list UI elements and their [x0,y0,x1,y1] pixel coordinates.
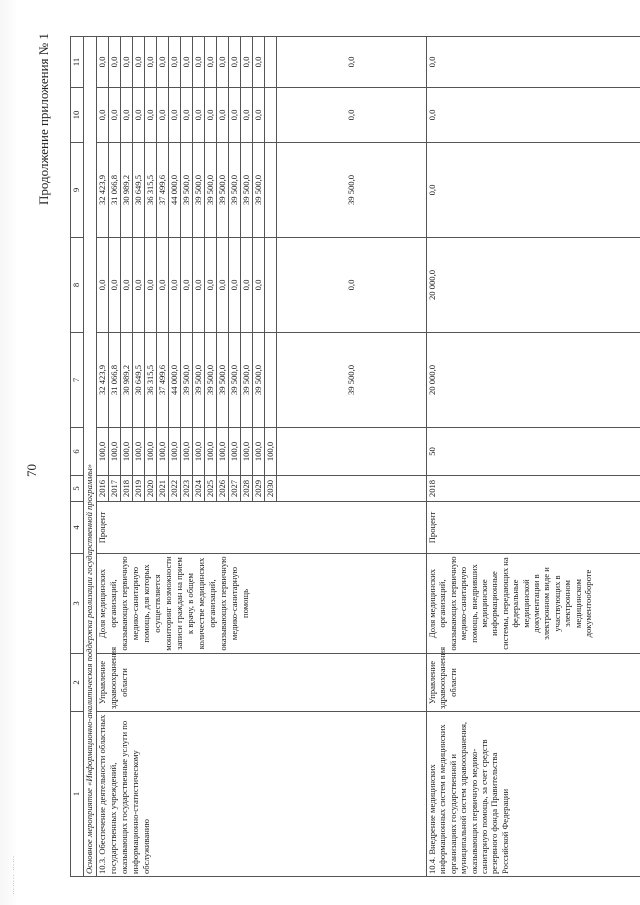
total-cell: 36 315,5 [145,333,157,428]
fed-cell: 20 000,0 [427,238,640,333]
total-cell: 30 989,2 [121,333,133,428]
indicator-value-cell: 100,0 [169,428,181,476]
indicator-value-cell: 100,0 [97,428,109,476]
other-cell: 0,0 [109,37,121,88]
total-cell: 30 649,5 [133,333,145,428]
year-cell: 2016 [97,476,109,502]
other-cell: 0,0 [133,37,145,88]
federal-cell: 0,0 [253,238,265,333]
column-number: 1 [71,712,84,877]
year-cell: 2017 [109,476,121,502]
local-cell: 0,0 [157,88,169,143]
year-cell: 2028 [241,476,253,502]
local-cell: 0,0 [121,88,133,143]
indicator-value-cell: 100,0 [181,428,193,476]
margin-mark: …….. …… [8,854,16,895]
year-cell: 2030 [265,476,277,502]
federal-cell: 0,0 [97,238,109,333]
indicator-value-cell: 100,0 [241,428,253,476]
summary-fed-cell: 0,0 [277,238,427,333]
year-cell: 2019 [133,476,145,502]
continuation-label: Продолжение приложения № 1 [36,33,51,205]
indicator-value-cell: 100,0 [265,428,277,476]
year-cell: 2026 [217,476,229,502]
section-title: Основное мероприятие «Информационно-аналитическая поддержка реализации государственной программы» [84,37,97,877]
other-cell: 0,0 [241,37,253,88]
column-number: 6 [71,428,84,476]
indicator-value-cell: 100,0 [145,428,157,476]
column-number: 11 [71,37,84,88]
local-cell: 0,0 [205,88,217,143]
total-cell: 39 500,0 [205,333,217,428]
reg-cell: 0,0 [427,143,640,238]
program-table [70,36,640,877]
regional-cell: 32 423,9 [97,143,109,238]
other-cell: 0,0 [121,37,133,88]
year-cell: 2018 [121,476,133,502]
year-cell: 2025 [205,476,217,502]
local-cell: 0,0 [145,88,157,143]
year-cell: 2018 [427,476,640,502]
page-number: 70 [24,464,39,477]
indicator-value-cell: 100,0 [205,428,217,476]
total-cell: 31 066,8 [109,333,121,428]
other-cell: 0,0 [229,37,241,88]
indicator-value-cell: 100,0 [109,428,121,476]
year-cell: 2021 [157,476,169,502]
federal-cell: 0,0 [121,238,133,333]
empty-cell [277,428,427,476]
regional-cell: 39 500,0 [229,143,241,238]
total-cell: 44 000,0 [169,333,181,428]
row-10-3 [97,37,427,877]
measure-cell: 10.4. Внедрение медицинских информационных систем в медицинских организациях государственной и муниципальной систем здравоохранения, оказывающих первичную медико-санитарную помощь, за счет средств резервного фонда Правительства Российской Федерации [427,712,640,877]
federal-cell: 0,0 [205,238,217,333]
local-cell [265,88,277,143]
indicator-value-cell: 100,0 [229,428,241,476]
federal-cell: 0,0 [193,238,205,333]
federal-cell: 0,0 [169,238,181,333]
local-cell: 0,0 [109,88,121,143]
regional-cell [265,143,277,238]
other-cell: 0,0 [157,37,169,88]
summary-loc-cell: 0,0 [277,88,427,143]
regional-cell: 39 500,0 [193,143,205,238]
regional-cell: 31 066,8 [109,143,121,238]
column-number: 10 [71,88,84,143]
local-cell: 0,0 [241,88,253,143]
regional-cell: 39 500,0 [217,143,229,238]
year-row [97,37,109,877]
total-cell: 20 000,0 [427,333,640,428]
other-cell [265,37,277,88]
local-cell: 0,0 [133,88,145,143]
local-cell: 0,0 [181,88,193,143]
indicator-value-cell: 100,0 [217,428,229,476]
federal-cell: 0,0 [229,238,241,333]
total-cell: 39 500,0 [181,333,193,428]
indicator-cell: Доля медицинских организаций, оказывающих первичную медико-санитарную помощь, внедривших медицинские информационные системы, передающих на федеральные медицинской документации в электронном виде и участвующих в электронном медицинском документообороте [427,554,640,654]
column-number: 4 [71,502,84,554]
executor-cell: Управление здравоохранения области [97,654,427,712]
column-number: 3 [71,554,84,654]
indicator-value-cell: 100,0 [133,428,145,476]
loc-cell: 0,0 [427,88,640,143]
summary-reg-cell: 39 500,0 [277,143,427,238]
regional-cell: 36 315,5 [145,143,157,238]
federal-cell: 0,0 [145,238,157,333]
year-cell: 2020 [145,476,157,502]
total-cell: 39 500,0 [193,333,205,428]
other-cell: 0,0 [181,37,193,88]
regional-cell: 39 500,0 [205,143,217,238]
total-cell: 39 500,0 [253,333,265,428]
indicator-value-cell: 50 [427,428,640,476]
other-cell: 0,0 [427,37,640,88]
regional-cell: 44 000,0 [169,143,181,238]
indicator-cell: Доля медицинских организаций, оказывающих первичную медико-санитарную помощь, для которых осуществляется мониторинг возможности записи граждан на прием к врачу, в общем количестве медицинских организаций, оказывающих первичную медико-санитарную помощь [97,554,427,654]
other-cell: 0,0 [193,37,205,88]
measure-cell: 10.3. Обеспечение деятельности областных государственных учреждений, оказывающих государственные услуги по информационно-статистическому обслуживанию [97,712,427,877]
local-cell: 0,0 [97,88,109,143]
regional-cell: 30 989,2 [121,143,133,238]
local-cell: 0,0 [193,88,205,143]
local-cell: 0,0 [217,88,229,143]
other-cell: 0,0 [145,37,157,88]
year-cell: 2024 [193,476,205,502]
section-row [84,37,97,877]
local-cell: 0,0 [229,88,241,143]
total-cell: 39 500,0 [217,333,229,428]
column-number: 9 [71,143,84,238]
column-number: 2 [71,654,84,712]
regional-cell: 30 649,5 [133,143,145,238]
indicator-value-cell: 100,0 [157,428,169,476]
year-cell: 2022 [169,476,181,502]
column-number: 5 [71,476,84,502]
unit-cell: Процент [97,502,427,554]
federal-cell: 0,0 [109,238,121,333]
other-cell: 0,0 [253,37,265,88]
row-10-4 [427,37,640,877]
column-number: 7 [71,333,84,428]
year-cell: 2027 [229,476,241,502]
indicator-value-cell: 100,0 [253,428,265,476]
other-cell: 0,0 [205,37,217,88]
total-cell: 39 500,0 [229,333,241,428]
federal-cell [265,238,277,333]
indicator-value-cell: 100,0 [121,428,133,476]
summary-total-cell: 39 500,0 [277,333,427,428]
regional-cell: 39 500,0 [181,143,193,238]
total-cell: 39 500,0 [241,333,253,428]
summary-other-cell: 0,0 [277,37,427,88]
other-cell: 0,0 [97,37,109,88]
local-cell: 0,0 [169,88,181,143]
unit-cell: Процент [427,502,640,554]
indicator-value-cell: 100,0 [193,428,205,476]
regional-cell: 39 500,0 [253,143,265,238]
regional-cell: 37 499,6 [157,143,169,238]
federal-cell: 0,0 [241,238,253,333]
federal-cell: 0,0 [133,238,145,333]
executor-cell: Управление здравоохранения области [427,654,640,712]
federal-cell: 0,0 [217,238,229,333]
year-cell: 2023 [181,476,193,502]
total-cell [265,333,277,428]
other-cell: 0,0 [217,37,229,88]
empty-cell [277,476,427,502]
local-cell: 0,0 [253,88,265,143]
year-cell: 2029 [253,476,265,502]
column-number: 8 [71,238,84,333]
federal-cell: 0,0 [181,238,193,333]
other-cell: 0,0 [169,37,181,88]
federal-cell: 0,0 [157,238,169,333]
row-10-4-line [427,37,640,877]
total-cell: 32 423,9 [97,333,109,428]
total-cell: 37 499,6 [157,333,169,428]
regional-cell: 39 500,0 [241,143,253,238]
column-number-row [71,37,84,877]
